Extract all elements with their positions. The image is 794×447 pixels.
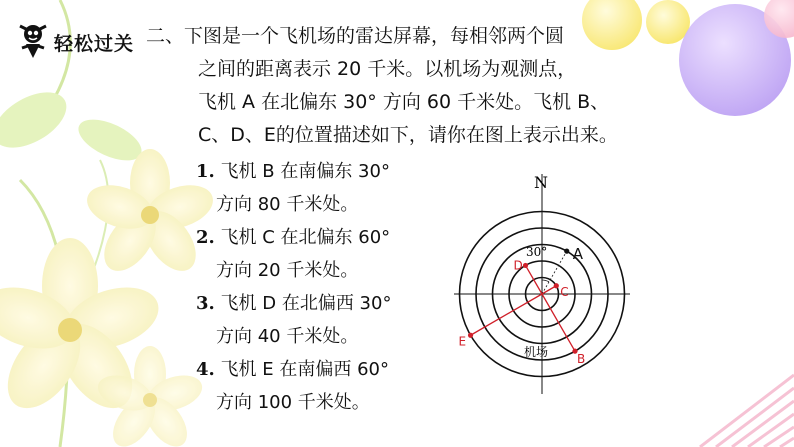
- item-line2: 方向 100 千米处。: [216, 392, 370, 413]
- plane-label: C: [560, 284, 569, 299]
- item-line1: 飞机 E 在南偏西 60°: [220, 359, 389, 380]
- north-label: N: [534, 173, 548, 192]
- plane-label: E: [458, 334, 467, 349]
- list-item: [196, 287, 391, 353]
- plane-point: [554, 283, 559, 288]
- item-number: 2.: [196, 227, 215, 248]
- list-item: [196, 353, 391, 419]
- list-item: [196, 155, 391, 221]
- plane-line: [526, 265, 543, 294]
- problem-statement: [146, 20, 616, 152]
- item-number: 1.: [196, 161, 215, 182]
- mascot-icon: [16, 22, 50, 62]
- plane-point: [468, 333, 473, 338]
- item-line1: 飞机 B 在南偏东 30°: [220, 161, 390, 182]
- plane-label: D: [513, 258, 523, 273]
- item-line1: 飞机 C 在北偏东 60°: [220, 227, 391, 248]
- item-line2: 方向 40 千米处。: [216, 326, 359, 347]
- problem-line: 之间的距离表示 20 千米。以机场为观测点，: [198, 58, 577, 80]
- problem-line: C、D、E的位置描述如下，请你在图上表示出来。: [198, 124, 618, 146]
- item-number: 4.: [196, 359, 215, 380]
- problem-line: 飞机 A 在北偏东 30° 方向 60 千米处。飞机 B、: [198, 91, 610, 113]
- angle-arc: [542, 280, 549, 282]
- angle-label: 30°: [526, 245, 548, 259]
- list-item: [196, 221, 391, 287]
- section-badge: [16, 22, 134, 62]
- radar-diagram: [452, 166, 632, 396]
- question-list: [196, 155, 391, 419]
- section-badge-label: 轻松过关: [54, 32, 135, 55]
- item-number: 3.: [196, 293, 215, 314]
- plane-point: [523, 263, 528, 268]
- item-line2: 方向 80 千米处。: [216, 194, 359, 215]
- problem-line: 二、下图是一个飞机场的雷达屏幕，每相邻两个圆: [146, 25, 565, 47]
- plane-label: B: [577, 352, 586, 367]
- airport-label: 机场: [524, 345, 549, 359]
- bottom-right-stripe-decoration: [700, 375, 794, 447]
- item-line1: 飞机 D 在北偏西 30°: [220, 293, 392, 314]
- item-line2: 方向 20 千米处。: [216, 260, 359, 281]
- plane-label: A: [572, 245, 584, 264]
- plane-point: [564, 249, 569, 254]
